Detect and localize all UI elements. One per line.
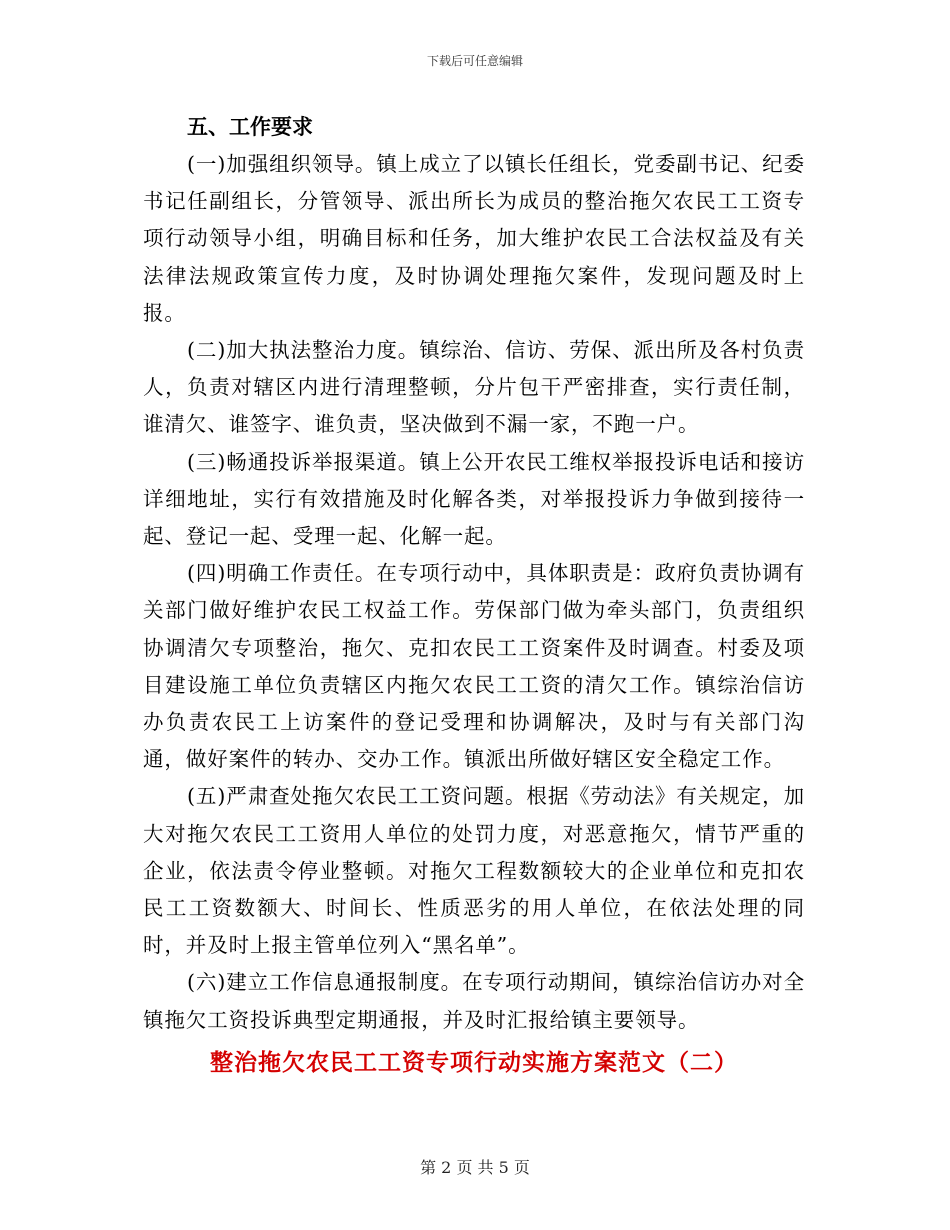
- next-document-title: 整治拖欠农民工工资专项行动实施方案范文（二）: [210, 1049, 738, 1076]
- paragraph-4: (四)明确工作责任。在专项行动中，具体职责是：政府负责协调有关部门做好维护农民工权益工作。劳保部门做为牵头部门，负责组织协调清欠专项整治，拖欠、克扣农民工工资案件及时调查。村委及项目建设施工单位负责辖区内拖欠农民工工资的清欠工作。镇综治信访办负责农民工上访案件的登记受理和协调解决，及时与有关部门沟通，做好案件的转办、交办工作。镇派出所做好辖区安全稳定工作。: [143, 561, 805, 772]
- paragraph-6: (六)建立工作信息通报制度。在专项行动期间，镇综治信访办对全镇拖欠工资投诉典型定期通报，并及时汇报给镇主要领导。: [143, 970, 805, 1032]
- paragraph-1: (一)加强组织领导。镇上成立了以镇长任组长，党委副书记、纪委书记任副组长，分管领导、派出所长为成员的整治拖欠农民工工资专项行动领导小组，明确目标和任务，加大维护农民工合法权益及有关法律法规政策宣传力度，及时协调处理拖欠案件，发现问题及时上报。: [143, 152, 805, 325]
- document-body: [143, 108, 805, 1083]
- page-number: 第 2 页 共 5 页: [420, 1158, 530, 1177]
- paragraph-5: (五)严肃查处拖欠农民工工资问题。根据《劳动法》有关规定，加大对拖欠农民工工资用人单位的处罚力度，对恶意拖欠，情节严重的企业，依法责令停业整顿。对拖欠工程数额较大的企业单位和克扣农民工工资数额大、时间长、性质恶劣的用人单位，在依法处理的同时，并及时上报主管单位列入“黑名单”。: [143, 784, 805, 958]
- paragraph-3: (三)畅通投诉举报渠道。镇上公开农民工维权举报投诉电话和接访详细地址，实行有效措施及时化解各类，对举报投诉力争做到接待一起、登记一起、受理一起、化解一起。: [143, 449, 805, 549]
- paragraph-2: (二)加大执法整治力度。镇综治、信访、劳保、派出所及各村负责人，负责对辖区内进行清理整顿，分片包干严密排查，实行责任制，谁清欠、谁签字、谁负责，坚决做到不漏一家，不跑一户。: [143, 338, 805, 437]
- section-heading: 五、工作要求: [187, 115, 313, 139]
- page-header: 下载后可任意编辑: [426, 54, 523, 68]
